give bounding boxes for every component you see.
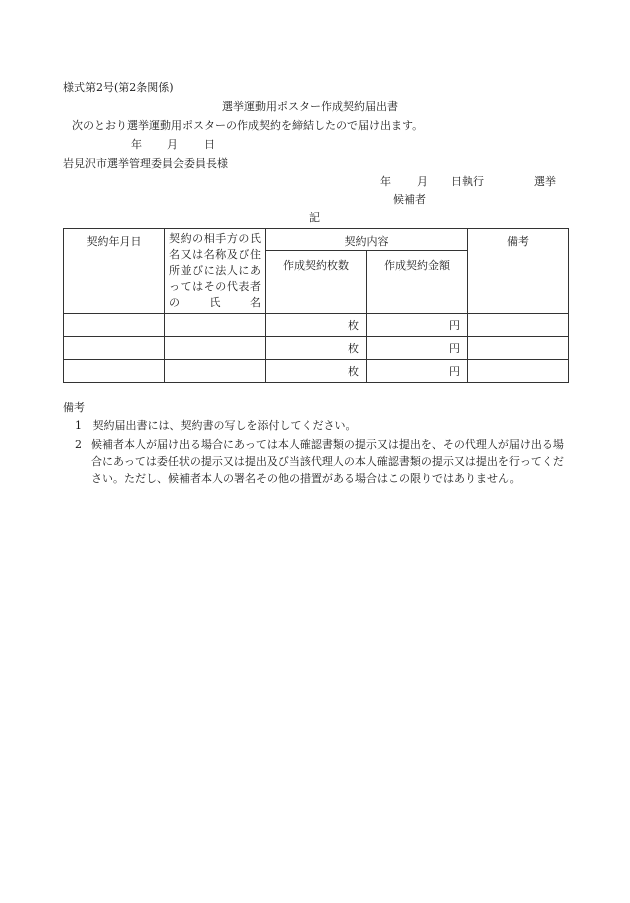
notes-heading: 備考 <box>63 401 85 414</box>
note-item <box>75 419 357 433</box>
header-contract-contents: 契約内容 <box>266 229 468 251</box>
remarks-cell[interactable] <box>468 314 569 337</box>
date-month-label: 月 <box>167 138 178 151</box>
table-row <box>64 360 569 383</box>
addressee: 岩見沢市選挙管理委員会委員長様 <box>63 157 228 170</box>
amount-cell[interactable]: 円 <box>367 337 468 360</box>
note-text: 候補者本人が届け出る場合にあっては本人確認書類の提示又は提出を、その代理人が届け出る場合にあっては委任状の提示又は提出及び当該代理人の本人確認書類の提示又は提出を行ってください。ただし、候補者本人の署名その他の措置がある場合はこの限りではありません。 <box>91 438 564 485</box>
note-number: 2 <box>75 438 82 451</box>
date-year-label: 年 <box>131 138 142 151</box>
header-contract-count: 作成契約枚数 <box>266 250 367 313</box>
contract-date-cell[interactable] <box>64 314 165 337</box>
count-cell[interactable]: 枚 <box>266 360 367 383</box>
note-number: 1 <box>75 419 82 432</box>
contract-party-cell[interactable] <box>165 360 266 383</box>
contract-party-cell[interactable] <box>165 337 266 360</box>
contract-date-cell[interactable] <box>64 337 165 360</box>
table-row <box>64 314 569 337</box>
header-contract-party: 契約の相手方の氏名又は名称及び住所並びに法人にあってはその代表者の氏名 <box>165 229 266 314</box>
note-item <box>75 436 571 487</box>
count-cell[interactable]: 枚 <box>266 314 367 337</box>
election-name-label: 選挙 <box>534 175 556 188</box>
election-year-label: 年 <box>380 175 391 188</box>
header-contract-amount: 作成契約金額 <box>367 250 468 313</box>
count-cell[interactable]: 枚 <box>266 337 367 360</box>
election-day-label: 日執行 <box>451 175 484 188</box>
note-text: 契約届出書には、契約書の写しを添付してください。 <box>92 419 357 432</box>
contract-date-cell[interactable] <box>64 360 165 383</box>
document-title: 選挙運動用ポスター作成契約届出書 <box>222 100 398 113</box>
amount-cell[interactable]: 円 <box>367 314 468 337</box>
header-remarks: 備考 <box>468 229 569 314</box>
table-row <box>64 337 569 360</box>
contract-party-cell[interactable] <box>165 314 266 337</box>
election-month-label: 月 <box>417 175 428 188</box>
amount-cell[interactable]: 円 <box>367 360 468 383</box>
contract-table <box>63 228 569 383</box>
form-number-label: 様式第2号(第2条関係) <box>63 81 174 94</box>
remarks-cell[interactable] <box>468 360 569 383</box>
ki-label: 記 <box>309 211 320 224</box>
candidate-label: 候補者 <box>393 193 426 206</box>
remarks-cell[interactable] <box>468 337 569 360</box>
header-contract-date: 契約年月日 <box>64 229 165 314</box>
date-day-label: 日 <box>204 138 215 151</box>
intro-text: 次のとおり選挙運動用ポスターの作成契約を締結したので届け出ます。 <box>72 119 424 132</box>
